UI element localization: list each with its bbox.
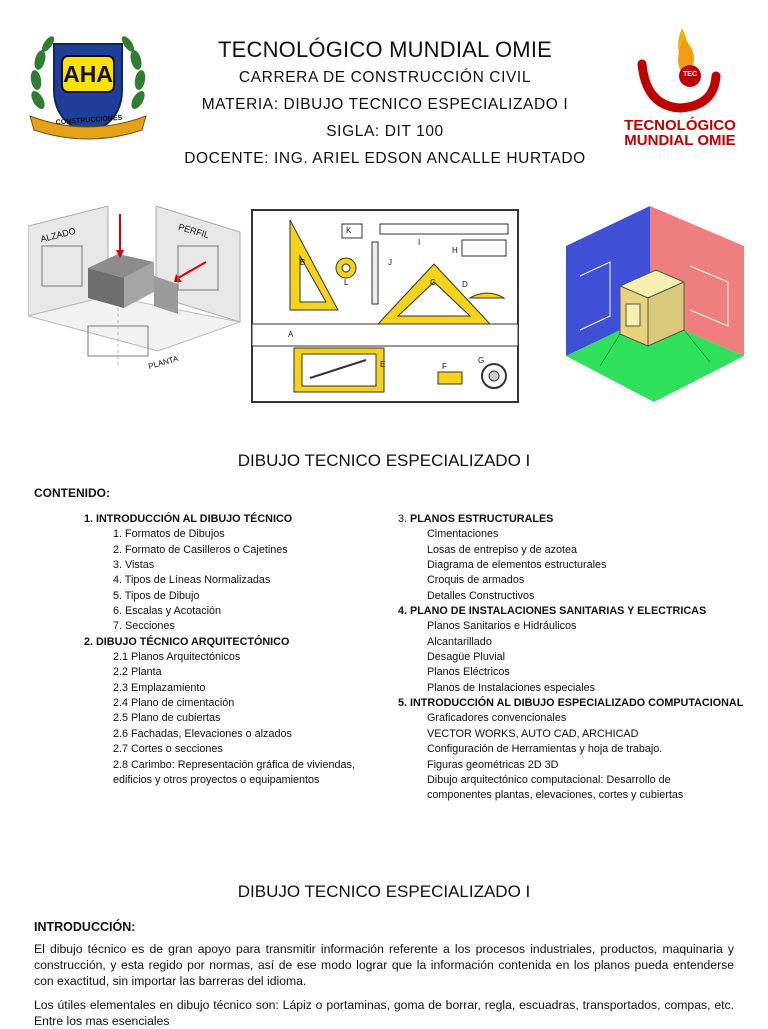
logo-line1: TECNOLÓGICO: [624, 117, 736, 134]
orthographic-views-figure: [28, 206, 242, 406]
toc-item: VECTOR WORKS, AUTO CAD, ARCHICAD: [427, 727, 639, 740]
toc-item: 1. Formatos de Dibujos: [113, 528, 225, 541]
toc-item: Losas de entrepiso y de azotea: [427, 543, 578, 556]
tool-label-h: H: [452, 246, 458, 255]
intro-label: INTRODUCCIÓN:: [34, 920, 136, 934]
toc-item: Figuras geométricas 2D 3D: [427, 758, 559, 771]
drafting-tools-figure: [248, 206, 522, 406]
tec-badge-text: TEC: [683, 71, 697, 78]
toc-section-5: 5. INTRODUCCIÓN AL DIBUJO ESPECIALIZADO COMPUTACIONAL: [398, 697, 744, 710]
tool-label-d: D: [462, 280, 468, 289]
toc-item: 6. Escalas y Acotación: [113, 605, 222, 618]
toc-item: Cimentaciones: [427, 528, 499, 541]
toc-item: Diagrama de elementos estructurales: [427, 559, 607, 572]
toc-item: 2.8 Carimbo: Representación gráfica de viviendas,: [113, 758, 355, 771]
toc-item: 3. Vistas: [113, 559, 155, 572]
toc-section-2: 2. DIBUJO TÉCNICO ARQUITECTÓNICO: [84, 635, 290, 648]
institution-title: TECNOLÓGICO MUNDIAL OMIE: [217, 37, 553, 62]
intro-paragraph-1: El dibujo técnico es de gran apoyo para transmitir información referente a los procesos industriales, productos, maquinaria y construcción, y esta regido por normas, así de ese modo lograr que la información contenida en los planos pueda entenderse con exactitud, sin importar las barreras del idioma.: [34, 942, 734, 989]
tool-label-j: J: [388, 258, 392, 267]
tec-logo: [612, 24, 748, 148]
toc-item: 7. Secciones: [113, 620, 175, 633]
tool-label-a: A: [288, 330, 294, 339]
toc-left-column: [84, 512, 355, 788]
toc-item: Configuración de Herramientas y hoja de trabajo.: [427, 743, 663, 756]
toc-item: 2.1 Planos Arquitectónicos: [113, 651, 241, 664]
toc-item: 4. Tipos de Líneas Normalizadas: [113, 574, 271, 587]
projection-cube-figure: [560, 206, 750, 406]
toc-item: Desagüe Pluvial: [427, 651, 506, 664]
toc-section-4: 4. PLANO DE INSTALACIONES SANITARIAS Y ELECTRICAS: [398, 605, 707, 618]
toc-section-3: PLANOS ESTRUCTURALES: [410, 513, 554, 525]
section-title-contents: DIBUJO TECNICO ESPECIALIZADO I: [237, 451, 531, 470]
logo-line2: MUNDIAL OMIE: [624, 132, 736, 149]
toc-item: Detalles Constructivos: [427, 589, 535, 602]
toc-right-column: [398, 512, 743, 804]
toc-item: 2.2 Planta: [113, 666, 162, 679]
toc-item: Alcantarillado: [427, 635, 492, 648]
section-title-intro: DIBUJO TECNICO ESPECIALIZADO I: [237, 882, 531, 901]
aha-logo: [24, 30, 152, 140]
header-block: [160, 36, 610, 172]
tool-label-g: G: [478, 356, 485, 365]
tool-label-e: E: [380, 360, 386, 369]
toc-section-1: 1. INTRODUCCIÓN AL DIBUJO TÉCNICO: [84, 513, 293, 525]
toc-item: 2.6 Fachadas, Elevaciones o alzados: [113, 727, 292, 740]
logo-banner-text: CONSTRUCCIONES: [55, 114, 123, 127]
toc-item: 2.4 Plano de cimentación: [113, 697, 235, 710]
toc-item: Croquis de armados: [427, 574, 525, 587]
label-perfil: PERFIL: [177, 221, 211, 241]
career-line: CARRERA DE CONSTRUCCIÓN CIVIL: [238, 69, 532, 86]
toc-item: 5. Tipos de Dibujo: [113, 589, 200, 602]
tool-label-l: L: [344, 278, 349, 287]
toc-item: Planos Eléctricos: [427, 666, 510, 679]
label-alzado: ALZADO: [39, 225, 77, 245]
toc-item: Dibujo arquitectónico computacional: Desarrollo de: [427, 773, 671, 786]
toc-section-3-number: 3.: [398, 513, 411, 525]
code-line: SIGLA: DIT 100: [326, 123, 444, 140]
toc-item: 2.3 Emplazamiento: [113, 681, 206, 694]
logo-aha-text: AHA: [63, 61, 113, 87]
intro-paragraph-2: Los útiles elementales en dibujo técnico son: Lápiz o portaminas, goma de borrar, regla, escuadras, transportados, compas, etc. Entre los mas esenciales: [34, 998, 734, 1029]
tool-label-k: K: [346, 226, 352, 235]
tool-label-f: F: [442, 362, 447, 371]
toc-item: 2.5 Plano de cubiertas: [113, 712, 221, 725]
toc-item: Graficadores convencionales: [427, 712, 567, 725]
label-planta: PLANTA: [147, 353, 180, 372]
subject-line: MATERIA: DIBUJO TECNICO ESPECIALIZADO I: [201, 96, 569, 113]
toc-item: 2. Formato de Casilleros o Cajetines: [113, 543, 288, 556]
toc-item: edificios y otros proyectos o equipamientos: [113, 773, 320, 786]
contenido-label: CONTENIDO:: [34, 486, 110, 500]
tool-label-b: B: [300, 258, 306, 267]
toc-item: componentes plantas, elevaciones, cortes y cubiertas: [427, 789, 684, 802]
toc-item: 2.7 Cortes o secciones: [113, 743, 223, 756]
tool-label-i: I: [418, 238, 421, 247]
teacher-line: DOCENTE: ING. ARIEL EDSON ANCALLE HURTADO: [184, 150, 586, 167]
toc-item: Planos de Instalaciones especiales: [427, 681, 596, 694]
tool-label-c: C: [430, 278, 436, 287]
toc-item: Planos Sanitarios e Hidráulicos: [427, 620, 577, 633]
